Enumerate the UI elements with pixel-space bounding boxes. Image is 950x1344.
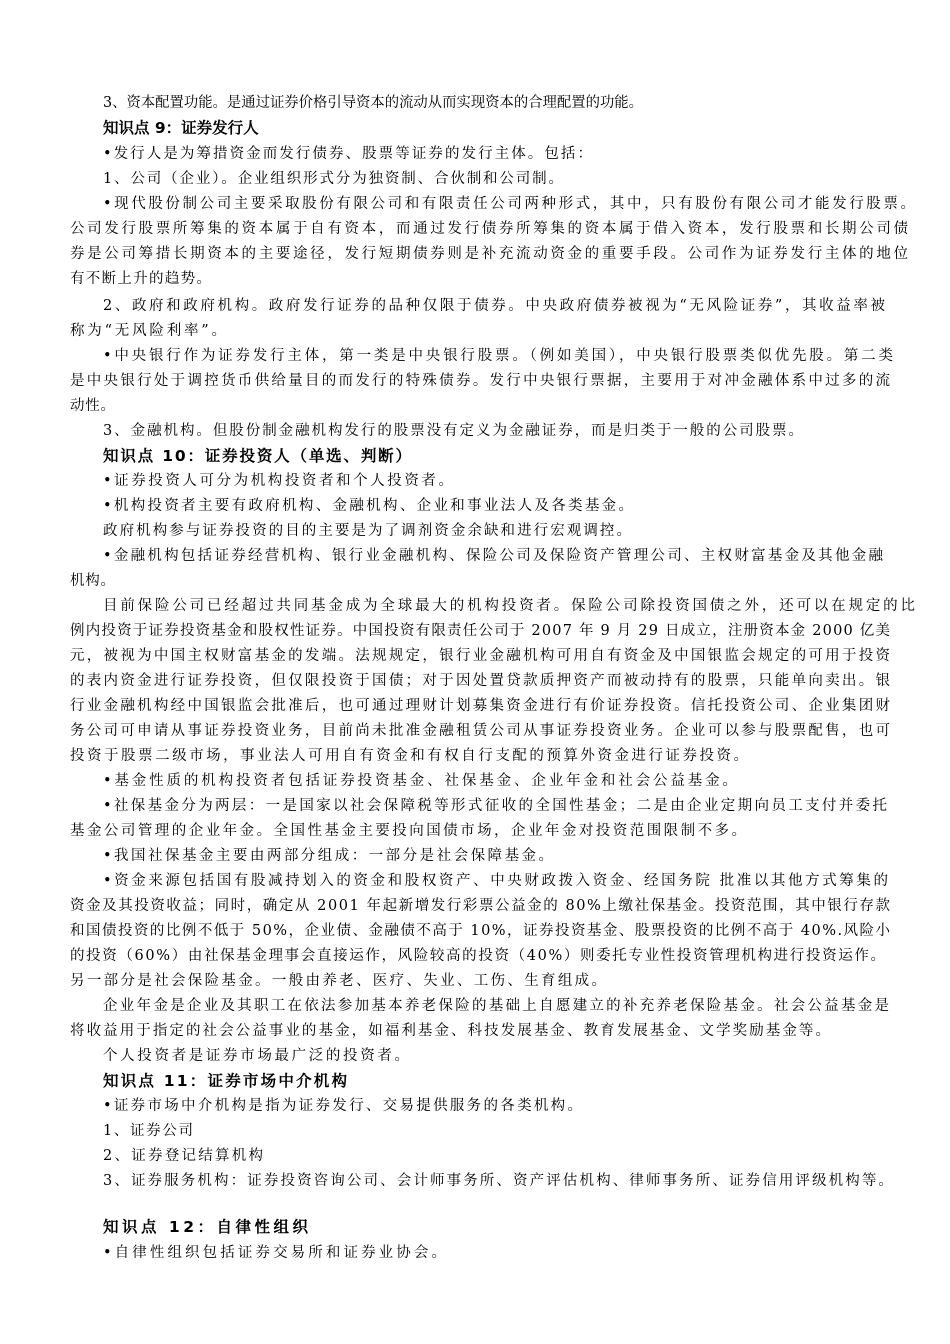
text-line: 有不断上升的趋势。	[70, 271, 213, 287]
text-line: •自律性组织包括证券交易所和证券业协会。	[103, 1245, 450, 1261]
text-line: 资金及其投资收益；同时，确定从 2001 年起新增发行彩票公益金的 80%上缴社保基金。投资范围，其中银行存款	[70, 898, 892, 914]
text-line: 3、资本配置功能。是通过证券价格引导资本的流动从而实现资本的合理配置的功能。	[103, 95, 643, 111]
text-line: 机构。	[70, 573, 116, 589]
heading-knowledge-point-11: 知识点 11：证券市场中介机构	[103, 1072, 350, 1090]
text-line: •证券市场中介机构是指为证券发行、交易提供服务的各类机构。	[103, 1098, 585, 1114]
text-line: 动性。	[70, 398, 116, 414]
text-line: 2、证券登记结算机构	[103, 1148, 266, 1164]
text-line: 称为“无风险利率”。	[70, 323, 229, 339]
text-line: •机构投资者主要有政府机构、金融机构、企业和事业法人及各类基金。	[103, 498, 636, 514]
text-line: 的表内资金进行证券投资，但仅限投资于国债；对于因处置贷款质押资产而被动持有的股票，只能单向卖出。银	[70, 673, 893, 689]
text-line: •资金来源包括国有股减持划入的资金和股权资产、中央财政拨入资金、经国务院 批准以其他方式筹集的	[103, 873, 891, 889]
text-line: 个人投资者是证券市场最广泛的投资者。	[103, 1048, 412, 1064]
text-line: •现代股份制公司主要采取股份有限公司和有限责任公司两种形式，其中，只有股份有限公司才能发行股票。	[103, 196, 918, 212]
text-line: •金融机构包括证券经营机构、银行业金融机构、保险公司及保险资产管理公司、主权财富基金及其他金融	[103, 548, 886, 564]
text-line: 企业年金是企业及其职工在依法参加基本养老保险的基础上自愿建立的补充养老保险基金。社会公益基金是	[103, 998, 892, 1014]
text-line: 1、公司（企业）。企业组织形式分为独资制、合伙制和公司制。	[103, 171, 565, 187]
text-line: 3、金融机构。但股份制金融机构发行的股票没有定义为金融证券，而是归类于一般的公司股票。	[103, 423, 805, 439]
text-line: 的投资（60%）由社保基金理事会直接运作，风险较高的投资（40%）则委托专业性投资管理机构进行投资运作。	[70, 948, 887, 964]
text-line: 公司发行股票所筹集的资本属于自有资本，而通过发行债券所筹集的资本属于借入资本，发行股票和长期公司债	[70, 221, 911, 237]
text-line: 1、证券公司	[103, 1123, 195, 1139]
text-line: 目前保险公司已经超过共同基金成为全球最大的机构投资者。保险公司除投资国债之外，还可以在规定的比	[103, 598, 918, 614]
text-line: 例内投资于证券投资基金和股权性证券。中国投资有限责任公司于 2007 年 9 月 29 日成立，注册资本金 2000 亿美	[70, 623, 892, 639]
text-line: 行业金融机构经中国银监会批准后，也可通过理财计划募集资金进行有价证券投资。信托投资公司、企业集团财	[70, 698, 893, 714]
text-line: 是中央银行处于调控货币供给量目的而发行的特殊债券。发行中央银行票据，主要用于对冲金融体系中过多的流	[70, 373, 893, 389]
text-line: •基金性质的机构投资者包括证券投资基金、社保基金、企业年金和社会公益基金。	[103, 773, 740, 789]
text-line: •中央银行作为证券发行主体，第一类是中央银行股票。（例如美国），中央银行股票类似优先股。第二类	[103, 348, 896, 364]
text-line: 务公司可申请从事证券投资业务，目前尚未批准金融租赁公司从事证券投资业务。企业可以参与股票配售，也可	[70, 723, 893, 739]
text-line: 基金公司管理的企业年金。全国性基金主要投向国债市场，企业年金对投资范围限制不多。	[70, 823, 749, 839]
text-line: 3、证券服务机构：证券投资咨询公司、会计师事务所、资产评估机构、律师事务所、证券信用评级机构等。	[103, 1173, 896, 1189]
text-line: 元，被视为中国主权财富基金的发端。法规规定，银行业金融机构可用自有资金及中国银监会规定的可用于投资	[70, 648, 893, 664]
text-line: •发行人是为筹措资金而发行债券、股票等证券的发行主体。包括：	[103, 146, 595, 162]
heading-knowledge-point-12: 知识点 12：自律性组织	[103, 1218, 312, 1236]
heading-knowledge-point-10: 知识点 10：证券投资人（单选、判断）	[103, 447, 413, 465]
heading-knowledge-point-9: 知识点 9：证券发行人	[103, 119, 259, 137]
text-line: •我国社保基金主要由两部分组成：一部分是社会保障基金。	[103, 848, 556, 864]
text-line: 券是公司筹措长期资本的主要途径，发行短期债券则是补充流动资金的重要手段。公司作为证券发行主体的地位	[70, 246, 911, 262]
text-line: 投资于股票二级市场，事业法人可用自有资金和有权自行支配的预算外资金进行证券投资。	[70, 748, 751, 764]
text-line: 2、政府和政府机构。政府发行证券的品种仅限于债券。中央政府债券被视为“无风险证券”，其收益率被	[103, 298, 888, 314]
text-line: 将收益用于指定的社会公益事业的基金，如福利基金、科技发展基金、教育发展基金、文学奖励基金等。	[70, 1023, 833, 1039]
text-line: 和国债投资的比例不低于 50%，企业债、金融债不高于 10%，证券投资基金、股票投资的比例不高于 40%.风险小	[70, 923, 892, 939]
text-line: 政府机构参与证券投资的目的主要是为了调剂资金余缺和进行宏观调控。	[103, 523, 634, 539]
text-line: •社保基金分为两层：一是国家以社会保障税等形式征收的全国性基金；二是由企业定期向员工支付并委托	[103, 798, 890, 814]
text-line: 另一部分是社会保险基金。一般由养老、医疗、失业、工伤、生育组成。	[70, 973, 609, 989]
text-line: •证券投资人可分为机构投资者和个人投资者。	[103, 473, 456, 489]
